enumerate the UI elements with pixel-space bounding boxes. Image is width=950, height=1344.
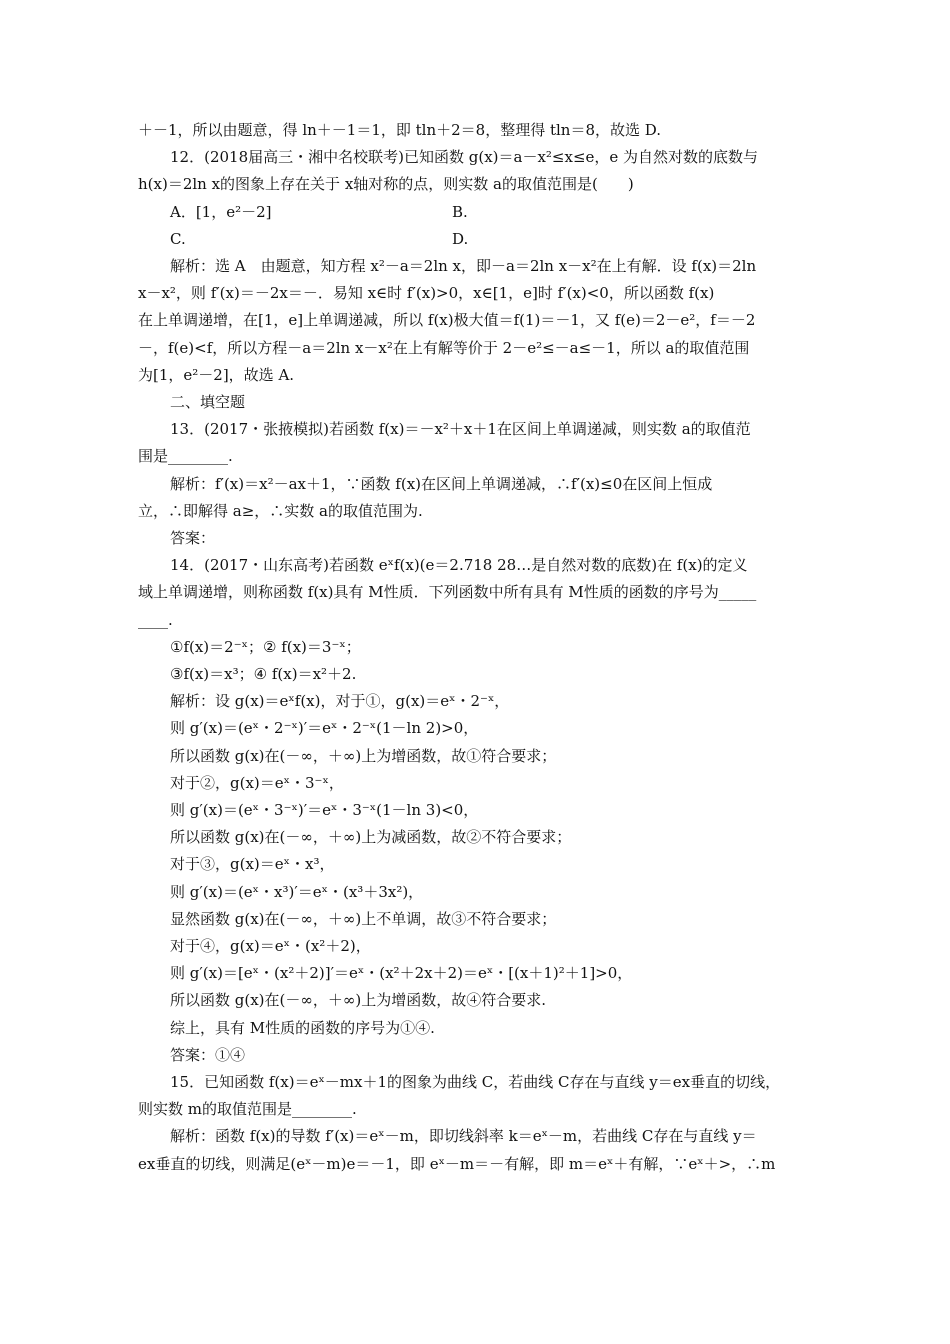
text-line: 则实数 m的取值范围是________. [138, 1100, 357, 1118]
option-label: D. [452, 230, 469, 248]
text-line: 所以函数 g(x)在(－∞，＋∞)上为增函数，故①符合要求； [170, 747, 557, 765]
text-line: 12．(2018届高三・湘中名校联考)已知函数 g(x)＝a－x²≤x≤e，e 为自然对数的底数与 [170, 148, 759, 166]
text-line: x－x²，则 f′(x)＝－2x＝－．易知 x∈时 f′(x)>0，x∈[1，e]时 f′(x)<0，所以函数 f(x) [138, 284, 715, 302]
option-label: B. [452, 203, 468, 221]
text-line: h(x)＝2ln x的图象上存在关于 x轴对称的点，则实数 a的取值范围是( ) [138, 175, 634, 193]
text-line: 则 g′(x)＝(eˣ・x³)′＝eˣ・(x³＋3x²)， [170, 883, 424, 901]
text-line: ＋－1，所以由题意，得 ln＋－1＝1，即 tln＋2＝8，整理得 tln＝8，故选 D. [138, 121, 662, 139]
text-line: 13．(2017・张掖模拟)若函数 f(x)＝－x²＋x＋1在区间上单调递减，则实数 a的取值范 [170, 420, 751, 438]
text-line: 域上单调递增，则称函数 f(x)具有 M性质．下列函数中所有具有 M性质的函数的序号为_____ [138, 583, 757, 601]
text-line: 所以函数 g(x)在(－∞，＋∞)上为减函数，故②不符合要求； [170, 828, 572, 846]
text-line: 答案： [170, 529, 216, 547]
text-line: 15．已知函数 f(x)＝eˣ－mx＋1的图象为曲线 C，若曲线 C存在与直线 y＝ex垂直的切线， [170, 1073, 781, 1091]
text-line: ____. [138, 611, 173, 629]
text-line: 显然函数 g(x)在(－∞，＋∞)上不单调，故③不符合要求； [170, 910, 557, 928]
text-line: 为[1，e²－2]，故选 A. [138, 366, 295, 384]
text-line: 答案：①④ [170, 1046, 246, 1064]
text-line: 则 g′(x)＝[eˣ・(x²＋2)]′＝eˣ・(x²＋2x＋2)＝eˣ・[(x＋1)²＋1]>0， [170, 964, 633, 982]
text-line: 立，∴即解得 a≥，∴实数 a的取值范围为. [138, 502, 423, 520]
text-line: 围是________. [138, 447, 233, 465]
text-line: 二、填空题 [170, 393, 246, 411]
text-line: 14．(2017・山东高考)若函数 eˣf(x)(e＝2.718 28…是自然对数的底数)在 f(x)的定义 [170, 556, 748, 574]
text-line: A．[1，e²－2] [170, 203, 272, 221]
text-line: ③f(x)＝x³；④ f(x)＝x²＋2. [170, 665, 357, 683]
text-line: 解析：设 g(x)＝eˣf(x)，对于①，g(x)＝eˣ・2⁻ˣ， [170, 692, 510, 710]
text-line: －，f(e)<f，所以方程－a＝2ln x－x²在上有解等价于 2－e²≤－a≤－1，所以 a的取值范围 [138, 339, 750, 357]
text-line: ①f(x)＝2⁻ˣ；② f(x)＝3⁻ˣ； [170, 638, 361, 656]
text-line: C. [170, 230, 186, 248]
text-line: 综上，具有 M性质的函数的序号为①④. [170, 1019, 435, 1037]
text-line: ex垂直的切线，则满足(eˣ－m)e＝－1，即 eˣ－m＝－有解，即 m＝eˣ＋有解，∵eˣ＋>，∴m [138, 1155, 776, 1173]
text-line: 解析：函数 f(x)的导数 f′(x)＝eˣ－m，即切线斜率 k＝eˣ－m，若曲线 C存在与直线 y＝ [170, 1127, 757, 1145]
text-line: 对于④，g(x)＝eˣ・(x²＋2)， [170, 937, 371, 955]
text-line: 解析：f′(x)＝x²－ax＋1，∵函数 f(x)在区间上单调递减，∴f′(x)≤0在区间上恒成 [170, 475, 713, 493]
text-line: 在上单调递增，在[1，e]上单调递减，所以 f(x)极大值＝f(1)＝－1，又 f(e)＝2－e²，f＝－2 [138, 311, 756, 329]
text-line: 所以函数 g(x)在(－∞，＋∞)上为增函数，故④符合要求. [170, 991, 546, 1009]
text-line: 则 g′(x)＝(eˣ・3⁻ˣ)′＝eˣ・3⁻ˣ(1－ln 3)<0， [170, 801, 479, 819]
text-line: 解析：选 A 由题意，知方程 x²－a＝2ln x，即－a＝2ln x－x²在上有解．设 f(x)＝2ln [170, 257, 757, 275]
text-line: 对于③，g(x)＝eˣ・x³， [170, 855, 335, 873]
text-line: 对于②，g(x)＝eˣ・3⁻ˣ， [170, 774, 344, 792]
text-line: 则 g′(x)＝(eˣ・2⁻ˣ)′＝eˣ・2⁻ˣ(1－ln 2)>0， [170, 719, 479, 737]
